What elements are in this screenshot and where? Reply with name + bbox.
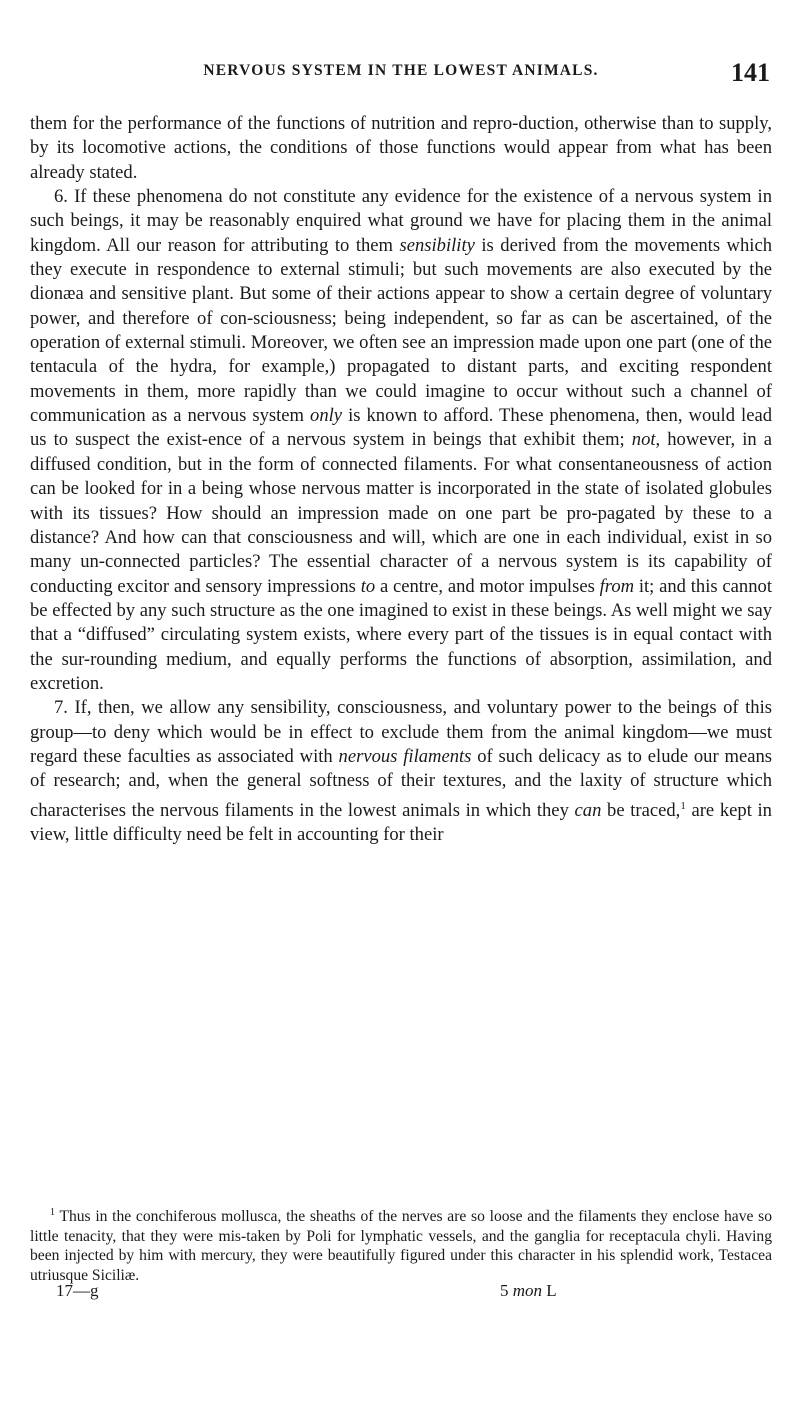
signature-mark-right <box>500 1281 557 1301</box>
text-run: 7. If, then, we allow any sensibility, consciousness, and voluntary power to the beings of this group—to deny which would be in effect to exclude them from the animal kingdom—we must regard these faculties as associated with <box>30 697 772 767</box>
printer-signatures <box>30 1281 772 1303</box>
signature-label: mon <box>512 1281 543 1300</box>
signature-letter: L <box>546 1281 557 1300</box>
running-head <box>30 58 772 86</box>
signature-number: 5 <box>500 1281 509 1300</box>
italic-run: only <box>310 405 343 427</box>
footnote-ref: 1 <box>680 799 686 812</box>
paragraph <box>30 185 772 696</box>
text-run: is derived from the movements which they execute in respondence to external stimuli; but such movements are also executed by the dionæa and sensitive plant. But some of their actions appear to show a certain degree of voluntary power, and therefore of con-sciousness; being independent, so far as can be ascertained, of the operation of external stimuli. Moreover, we often see an impression made upon one part (one of the tentacula of the hydra, for example,) propagated to distant parts, and exciting respondent movements in them, more rapidly than we could imagine to occur without such a channel of communication as a nervous system <box>30 234 772 427</box>
text-run: 6. If these phenomena do not constitute any evidence for the existence of a nervous system in such beings, it may be reasonably enquired what ground we have for placing them in the animal kingdom. All our reason for attributing to them <box>30 186 772 256</box>
text-run: them for the performance of the functions of nutrition and repro-duction, otherwise than to supply, by its locomotive actions, the conditions of those functions would appear from what has been already stated. <box>30 113 772 183</box>
italic-run: nervous filaments <box>338 745 472 767</box>
text-run: it; and this cannot be effected by any such structure as the one imagined to exist in these beings. As well might we say that a “diffused” circulating system exists, where every part of the tissues is in equal contact with the sur-rounding medium, and equally performs the functions of absorption, assimilation, and excretion. <box>30 575 772 694</box>
text-run: is known to afford. These phenomena, then, would lead us to suspect the exist-ence of a nervous system in beings that exhibit them; <box>30 405 772 451</box>
body-text <box>30 112 772 848</box>
footnote <box>30 1203 772 1286</box>
text-run: , however, in a diffused condition, but in the form of connected filaments. For what consentaneousness of action can be looked for in a being whose nervous matter is incorporated in the state of isolated globules with its tissues? How should an impression made on one part be pro-pagated by these to a distance? And how can that consciousness and will, which are one in each individual, exist in so many un-connected particles? The essential character of a nervous system is its capability of conducting excitor and sensory impressions <box>30 429 772 597</box>
footnote-text: Thus in the conchiferous mollusca, the sheaths of the nerves are so loose and the filaments they enclose have so little tenacity, that they were mis-taken by Poli for lymphatic vessels, and the ganglia for receptacula chyli. Having been injected by him with mercury, they were beautifully figured under this character in his splendid work, Testacea utriusque Siciliæ. <box>30 1208 772 1284</box>
text-run: of such delicacy as to elude our means of research; and, when the general softness of their textures, and the laxity of structure which characterises the nervous filaments in the lowest animals in which they <box>30 745 772 821</box>
italic-run: sensibility <box>399 234 475 256</box>
italic-run: not <box>631 429 656 451</box>
paragraph <box>30 696 772 847</box>
page-number: 141 <box>731 58 770 87</box>
text-run: are kept in view, little difficulty need be felt in accounting for their <box>30 799 772 846</box>
footnotes <box>30 1203 772 1286</box>
italic-run: from <box>599 575 635 597</box>
signature-mark-left: 17—g <box>56 1281 99 1300</box>
footnote-mark: 1 <box>50 1207 55 1218</box>
text-run: a centre, and motor impulses <box>375 575 600 597</box>
running-head-title: NERVOUS SYSTEM IN THE LOWEST ANIMALS. <box>203 62 599 79</box>
text-run: be traced, <box>601 799 681 821</box>
italic-run: can <box>574 799 602 821</box>
paragraph <box>30 112 772 185</box>
italic-run: to <box>360 575 376 597</box>
